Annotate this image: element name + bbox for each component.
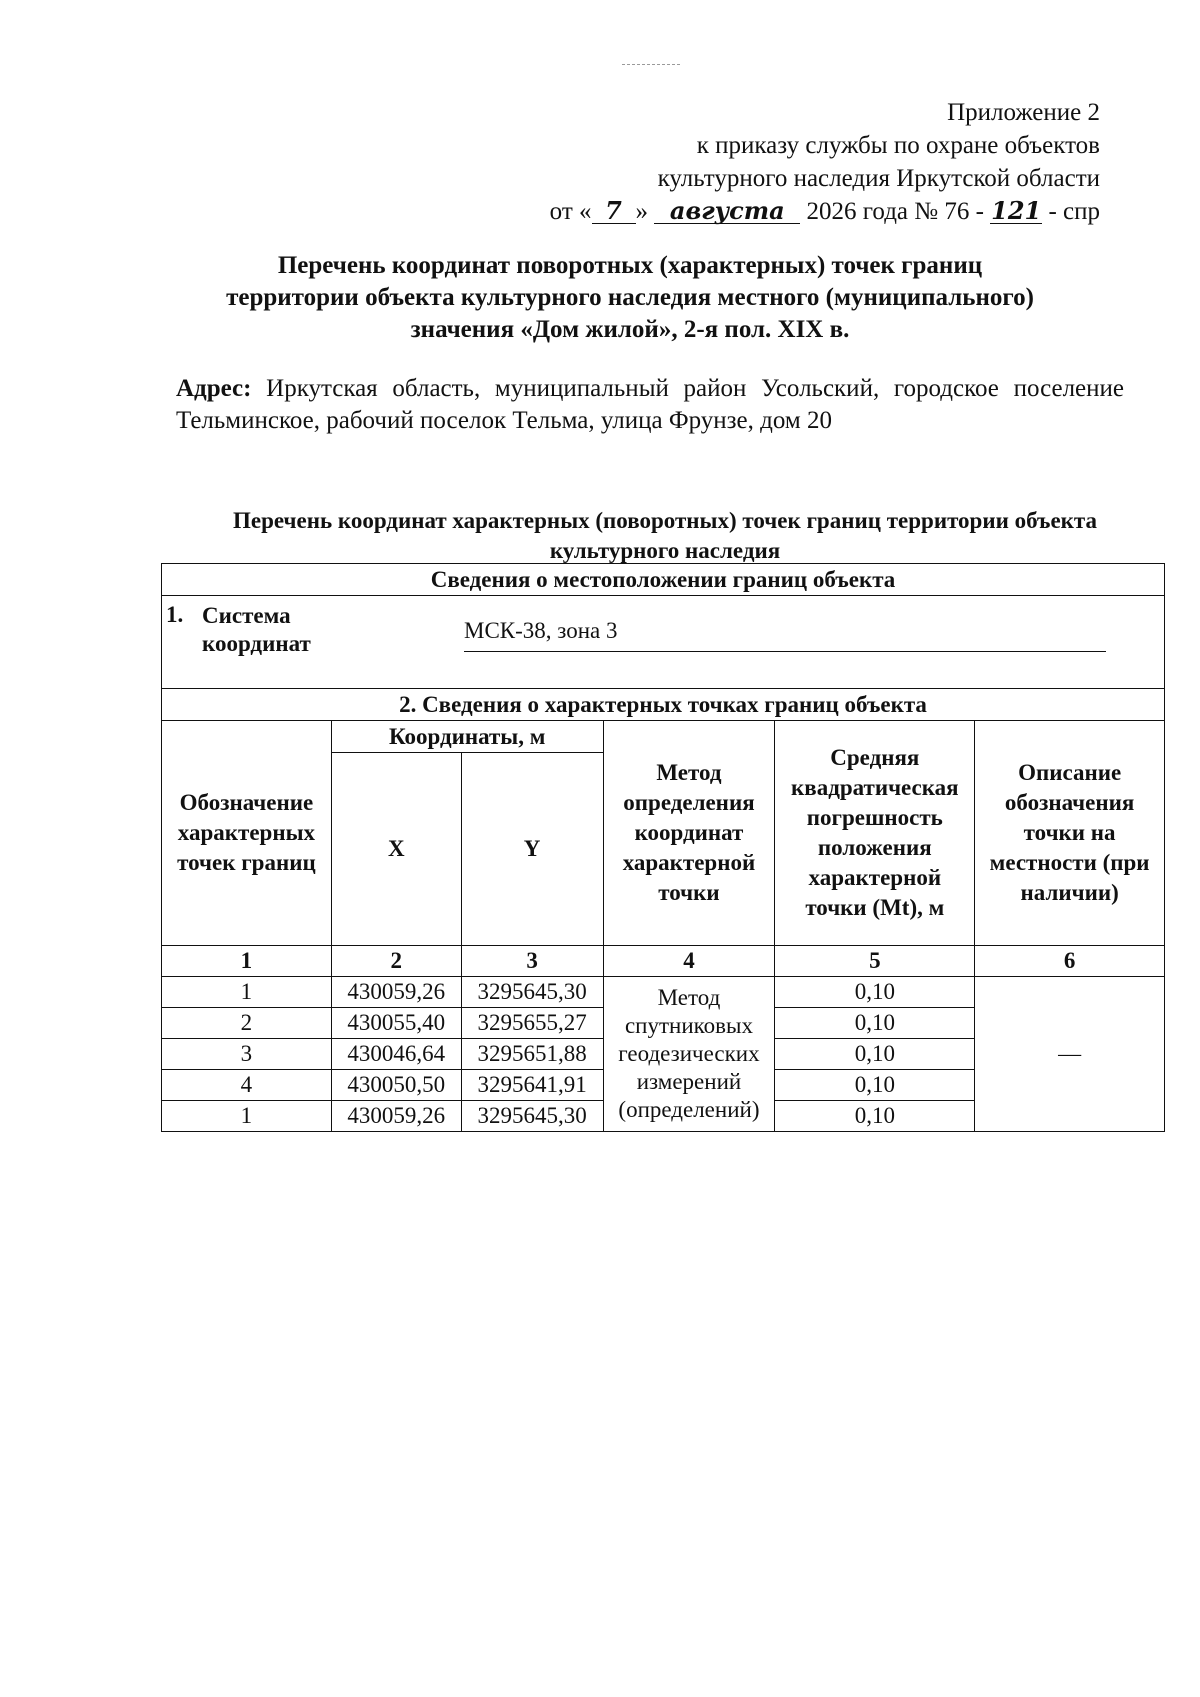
col-header-y: Y bbox=[461, 753, 603, 946]
method-cell: Метод спутниковых геодезических измерений (определений) bbox=[603, 977, 775, 1132]
table-title-line-2: культурного наследия bbox=[549, 538, 781, 563]
x-cell: 430050,50 bbox=[331, 1070, 461, 1101]
coordinates-table bbox=[161, 563, 1165, 1132]
y-cell: 3295651,88 bbox=[461, 1039, 603, 1070]
x-cell: 430059,26 bbox=[331, 977, 461, 1008]
handwritten-order-number: 121 bbox=[991, 196, 1042, 225]
col-number: 6 bbox=[975, 946, 1165, 977]
date-prefix: от « bbox=[549, 198, 592, 225]
number-suffix: - спр bbox=[1048, 198, 1100, 225]
col-number: 2 bbox=[331, 946, 461, 977]
mt-cell: 0,10 bbox=[775, 1008, 975, 1039]
section2-header: 2. Сведения о характерных точках границ объекта bbox=[162, 689, 1165, 721]
col-header-x: X bbox=[331, 753, 461, 946]
system-label-1: Система bbox=[202, 603, 291, 628]
mt-cell: 0,10 bbox=[775, 1039, 975, 1070]
appendix-date-line bbox=[550, 195, 1100, 228]
section1-header: Сведения о местоположении границ объекта bbox=[162, 564, 1165, 596]
point-cell: 4 bbox=[162, 1070, 332, 1101]
col-number: 1 bbox=[162, 946, 332, 977]
scan-artifact bbox=[622, 64, 680, 67]
handwritten-month: августа bbox=[654, 199, 800, 224]
address-block bbox=[176, 373, 1124, 437]
date-suffix: 2026 года № 76 - bbox=[806, 198, 984, 225]
date-mid: » bbox=[635, 198, 649, 225]
x-cell: 430055,40 bbox=[331, 1008, 461, 1039]
appendix-line-3: культурного наследия Иркутской области bbox=[657, 165, 1100, 192]
mt-cell: 0,10 bbox=[775, 977, 975, 1008]
mt-cell: 0,10 bbox=[775, 1070, 975, 1101]
description-cell: — bbox=[975, 977, 1165, 1132]
col-number: 5 bbox=[775, 946, 975, 977]
mt-cell: 0,10 bbox=[775, 1101, 975, 1132]
y-cell: 3295645,30 bbox=[461, 1101, 603, 1132]
table-title bbox=[160, 506, 1170, 566]
col-number: 4 bbox=[603, 946, 775, 977]
coordinate-system-cell bbox=[162, 596, 1165, 689]
system-label-2: координат bbox=[202, 631, 311, 656]
x-cell: 430046,64 bbox=[331, 1039, 461, 1070]
document-title bbox=[150, 250, 1110, 346]
y-cell: 3295655,27 bbox=[461, 1008, 603, 1039]
address-text: Иркутская область, муниципальный район Усольский, городское поселение Тельминское, рабочий поселок Тельма, улица Фрунзе, дом 20 bbox=[176, 375, 1125, 434]
title-line-3: значения «Дом жилой», 2-я пол. XIX в. bbox=[410, 316, 850, 343]
col-header-error: Средняя квадратическая погрешность положения характерной точки (Mt), м bbox=[775, 721, 975, 946]
point-cell: 2 bbox=[162, 1008, 332, 1039]
point-cell: 3 bbox=[162, 1039, 332, 1070]
title-line-1: Перечень координат поворотных (характерных) точек границ bbox=[277, 252, 983, 279]
col-number: 3 bbox=[461, 946, 603, 977]
system-number: 1. bbox=[166, 602, 184, 627]
x-cell: 430059,26 bbox=[331, 1101, 461, 1132]
table-title-line-1: Перечень координат характерных (поворотных) точек границ территории объекта bbox=[233, 508, 1097, 533]
col-header-method: Метод определения координат характерной точки bbox=[603, 721, 775, 946]
y-cell: 3295641,91 bbox=[461, 1070, 603, 1101]
point-cell: 1 bbox=[162, 1101, 332, 1132]
handwritten-day: 7 bbox=[592, 199, 636, 224]
col-header-coords: Координаты, м bbox=[331, 721, 603, 753]
system-value: МСК-38, зона 3 bbox=[464, 618, 1106, 652]
appendix-header bbox=[550, 96, 1100, 228]
appendix-line-2: к приказу службы по охране объектов bbox=[696, 132, 1100, 159]
title-line-2: территории объекта культурного наследия местного (муниципального) bbox=[226, 284, 1034, 311]
address-label: Адрес: bbox=[176, 375, 252, 402]
appendix-line-1: Приложение 2 bbox=[947, 99, 1100, 126]
col-header-point: Обозначение характерных точек границ bbox=[162, 721, 332, 946]
system-label bbox=[202, 602, 311, 658]
table-row bbox=[162, 977, 1165, 1008]
point-cell: 1 bbox=[162, 977, 332, 1008]
col-header-description: Описание обозначения точки на местности (при наличии) bbox=[975, 721, 1165, 946]
y-cell: 3295645,30 bbox=[461, 977, 603, 1008]
